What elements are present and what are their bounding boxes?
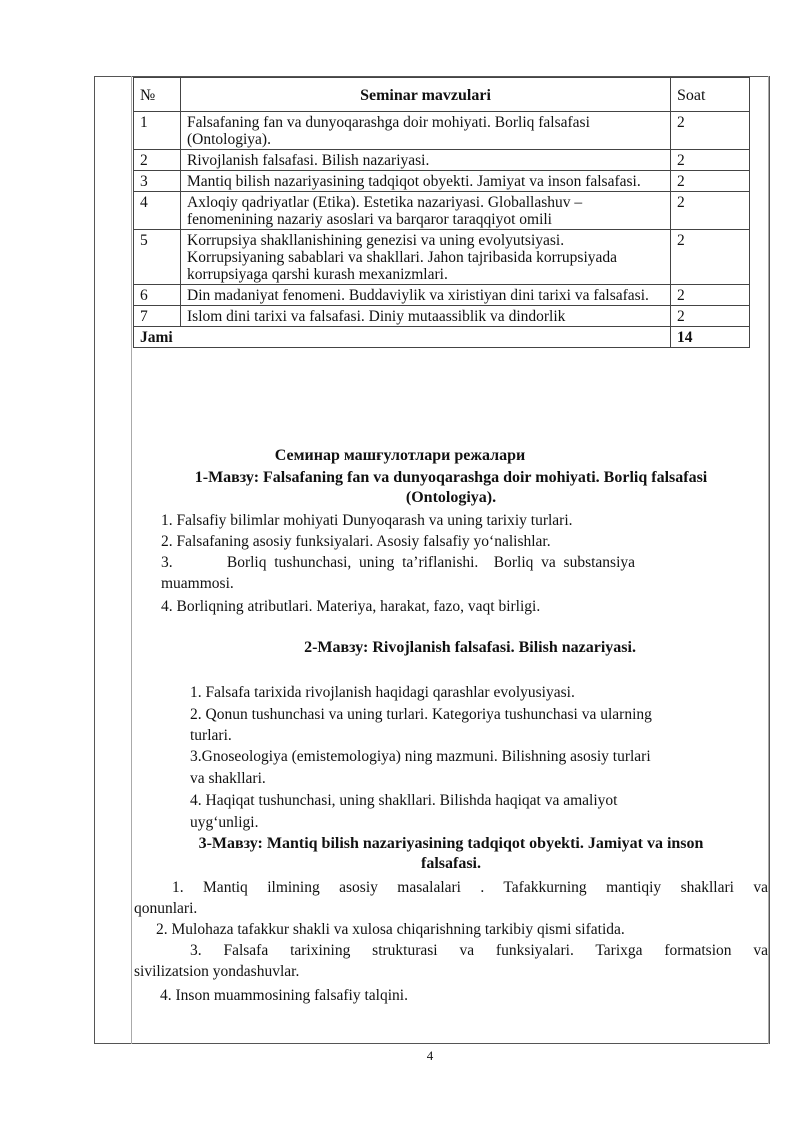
frame-inner-left-line [131,76,132,1044]
header-hours: Soat [671,78,750,112]
topic3-item: sivilizatsion yondashuvlar. [134,963,300,980]
topic2-item: 3.Gnoseologiya (emistemologiya) ning mazmuni. Bilishning asosiy turlari [190,748,651,765]
seminar-topics-table [133,77,750,348]
page-number: 4 [426,1048,434,1063]
total-hours: 14 [671,327,750,348]
row-topic: Falsafaning fan va dunyoqarashga doir mohiyati. Borliq falsafasi (Ontologiya). [181,112,671,150]
topic1-item: 2. Falsafaning asosiy funksiyalari. Asosiy falsafiy yo‘nalishlar. [161,533,551,550]
row-num: 2 [134,150,181,171]
row-hours: 2 [671,230,750,285]
table-row [134,150,750,171]
row-topic: Islom dini tarixi va falsafasi. Diniy mutaassiblik va dindorlik [181,306,671,327]
header-num: № [134,78,181,112]
row-hours: 2 [671,150,750,171]
topic1-title-line1: 1-Мавзу: Falsafaning fan va dunyoqarashga doir mohiyati. Borliq falsafasi [194,469,708,486]
topic1-item: 1. Falsafiy bilimlar mohiyati Dunyoqarash va uning tarixiy turlari. [161,512,573,529]
topic3-item: 4. Inson muammosining falsafiy talqini. [160,987,408,1004]
topic3-title-line1: 3-Мавзу: Mantiq bilish nazariyasining tadqiqot obyekti. Jamiyat va inson [198,835,704,852]
topic2-item: 2. Qonun tushunchasi va uning turlari. Kategoriya tushunchasi va ularning [190,706,652,723]
topic3-item: 1. Mantiq ilmining asosiy masalalari . Tafakkurning mantiqiy shakllari va [172,879,768,896]
table-row [134,112,750,150]
total-label: Jami [134,327,671,348]
row-hours: 2 [671,171,750,192]
topic2-item: turlari. [190,727,232,744]
row-num: 4 [134,192,181,230]
row-hours: 2 [671,285,750,306]
topic3-item: 2. Mulohaza tafakkur shakli va xulosa chiqarishning tarkibiy qismi sifatida. [156,921,625,938]
row-hours: 2 [671,306,750,327]
topic2-item: 1. Falsafa tarixida rivojlanish haqidagi qarashlar evolyusiyasi. [190,684,575,701]
topic3-item: qonunlari. [134,900,198,917]
row-topic: Korrupsiya shakllanishining genezisi va uning evolyutsiyasi. Korrupsiyaning sabablari va shakllari. Jahon tajribasida korrupsiyada korrupsiyaga qarshi kurash mexanizmlari. [181,230,671,285]
row-topic: Axloqiy qadriyatlar (Etika). Estetika nazariyasi. Globallashuv – fenomenining nazariy asoslari va barqaror taraqqiyot omili [181,192,671,230]
table-total-row [134,327,750,348]
topic2-item: uyg‘unligi. [190,814,259,831]
topic2-title: 2-Мавзу: Rivojlanish falsafasi. Bilish nazariyasi. [304,639,636,656]
topic1-item: 4. Borliqning atributlari. Materiya, harakat, fazo, vaqt birligi. [161,598,541,615]
table-row [134,192,750,230]
row-hours: 2 [671,192,750,230]
row-num: 7 [134,306,181,327]
table-row [134,230,750,285]
row-topic: Rivojlanish falsafasi. Bilish nazariyasi. [181,150,671,171]
row-num: 1 [134,112,181,150]
table-row [134,285,750,306]
topic2-item: 4. Haqiqat tushunchasi, uning shakllari. Bilishda haqiqat va amaliyot [190,792,618,809]
frame-inner-right-line [768,76,769,1044]
topic1-item: muammosi. [161,575,234,592]
plan-title: Семинар машғулотлари режалари [274,447,526,464]
topic3-title-line2: falsafasi. [421,855,481,872]
header-topic: Seminar mavzulari [181,78,671,112]
row-topic: Din madaniyat fenomeni. Buddaviylik va xiristiyan dini tarixi va falsafasi. [181,285,671,306]
row-hours: 2 [671,112,750,150]
topic2-item: va shakllari. [190,770,266,787]
row-num: 5 [134,230,181,285]
topic3-item: 3. Falsafa tarixining strukturasi va funksiyalari. Tarixga formatsion va [190,942,768,959]
table-row [134,306,750,327]
row-num: 3 [134,171,181,192]
table-row [134,171,750,192]
table-header-row [134,78,750,112]
topic1-item: 3. Borliq tushunchasi, uning ta’riflanishi. Borliq va substansiya [161,554,635,571]
topic1-title-line2: (Ontologiya). [405,489,497,506]
row-num: 6 [134,285,181,306]
row-topic: Mantiq bilish nazariyasining tadqiqot obyekti. Jamiyat va inson falsafasi. [181,171,671,192]
